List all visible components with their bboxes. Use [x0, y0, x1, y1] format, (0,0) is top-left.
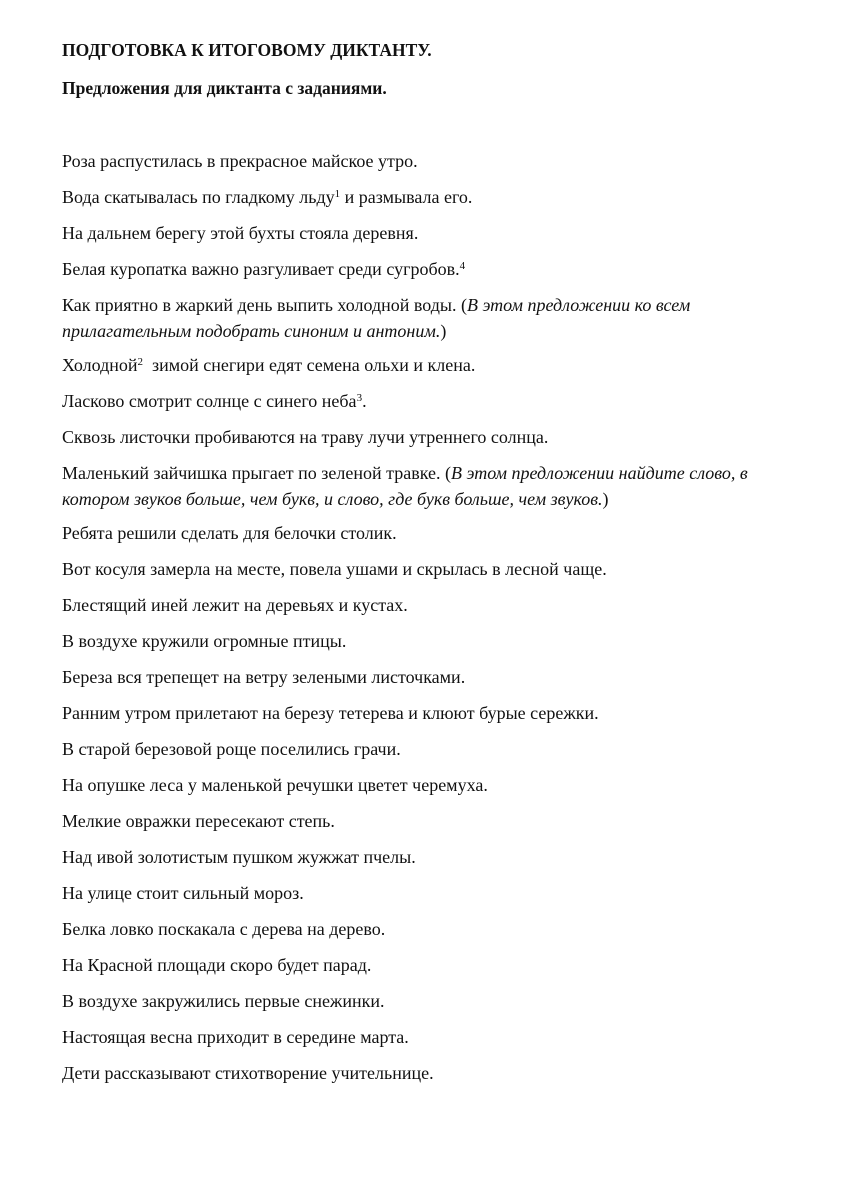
footnote-marker: 4	[459, 260, 466, 272]
sentence-7: Ласково смотрит солнце с синего неба$^3$.	[62, 391, 367, 411]
sentence-13: В воздухе кружили огромные птицы.	[62, 631, 347, 651]
sentence-list	[62, 148, 792, 1096]
sentence-18: Мелкие овражки пересекают степь.	[62, 811, 335, 831]
sentence-2: Вода скатывалась по гладкому льду$^1$ и размывала его.	[62, 187, 473, 207]
sentence-12: Блестящий иней лежит на деревьях и кустах.	[62, 595, 408, 615]
sentence-8: Сквозь листочки пробиваются на траву лучи утреннего солнца.	[62, 427, 549, 447]
sentence-25: Дети рассказывают стихотворение учительнице.	[62, 1063, 434, 1083]
sentence-6: Холодной$^2$ зимой снегири едят семена ольхи и клена.	[62, 355, 476, 375]
sentence-14: Береза вся трепещет на ветру зелеными листочками.	[62, 667, 466, 687]
sentence-23: В воздухе закружились первые снежинки.	[62, 991, 385, 1011]
sentence-10: Ребята решили сделать для белочки столик.	[62, 523, 397, 543]
sentence-20: На улице стоит сильный мороз.	[62, 883, 304, 903]
sentence-4: Белая куропатка важно разгуливает среди сугробов.$^4$	[62, 259, 466, 279]
sentence-11: Вот косуля замерла на месте, повела ушами и скрылась в лесной чаще.	[62, 559, 607, 579]
sentence-19: Над ивой золотистым пушком жужжат пчелы.	[62, 847, 416, 867]
footnote-marker: 1	[334, 188, 341, 200]
sentence-22: На Красной площади скоро будет парад.	[62, 955, 372, 975]
sentence-3: На дальнем берегу этой бухты стояла деревня.	[62, 223, 419, 243]
sentence-16: В старой березовой роще поселились грачи.	[62, 739, 401, 759]
sentence-1: Роза распустилась в прекрасное майское утро.	[62, 151, 418, 171]
task-instruction: В этом предложении ко всем прилагательным подобрать синоним и антоним.	[62, 295, 691, 341]
footnote-marker: 3	[356, 392, 363, 404]
sentence-17: На опушке леса у маленькой речушки цветет черемуха.	[62, 775, 488, 795]
sentence-24: Настоящая весна приходит в середине марта.	[62, 1027, 409, 1047]
footnote-marker: 2	[137, 356, 144, 368]
sentence-9-with-task: Маленький зайчишка прыгает по зеленой травке. (В этом предложении найдите слово, в котором звуков больше, чем букв, и слово, где букв больше, чем звуков.)	[62, 463, 748, 509]
page-subtitle: Предложения для диктанта с заданиями.	[62, 78, 387, 98]
sentence-5-with-task: Как приятно в жаркий день выпить холодной воды. (В этом предложении ко всем прилагательным подобрать синоним и антоним.)	[62, 295, 691, 341]
page-title: ПОДГОТОВКА К ИТОГОВОМУ ДИКТАНТУ.	[62, 40, 432, 60]
sentence-15: Ранним утром прилетают на березу тетерева и клюют бурые сережки.	[62, 703, 599, 723]
sentence-21: Белка ловко поскакала с дерева на дерево.	[62, 919, 386, 939]
task-instruction: В этом предложении найдите слово, в котором звуков больше, чем букв, и слово, где букв больше, чем звуков.	[62, 463, 748, 509]
